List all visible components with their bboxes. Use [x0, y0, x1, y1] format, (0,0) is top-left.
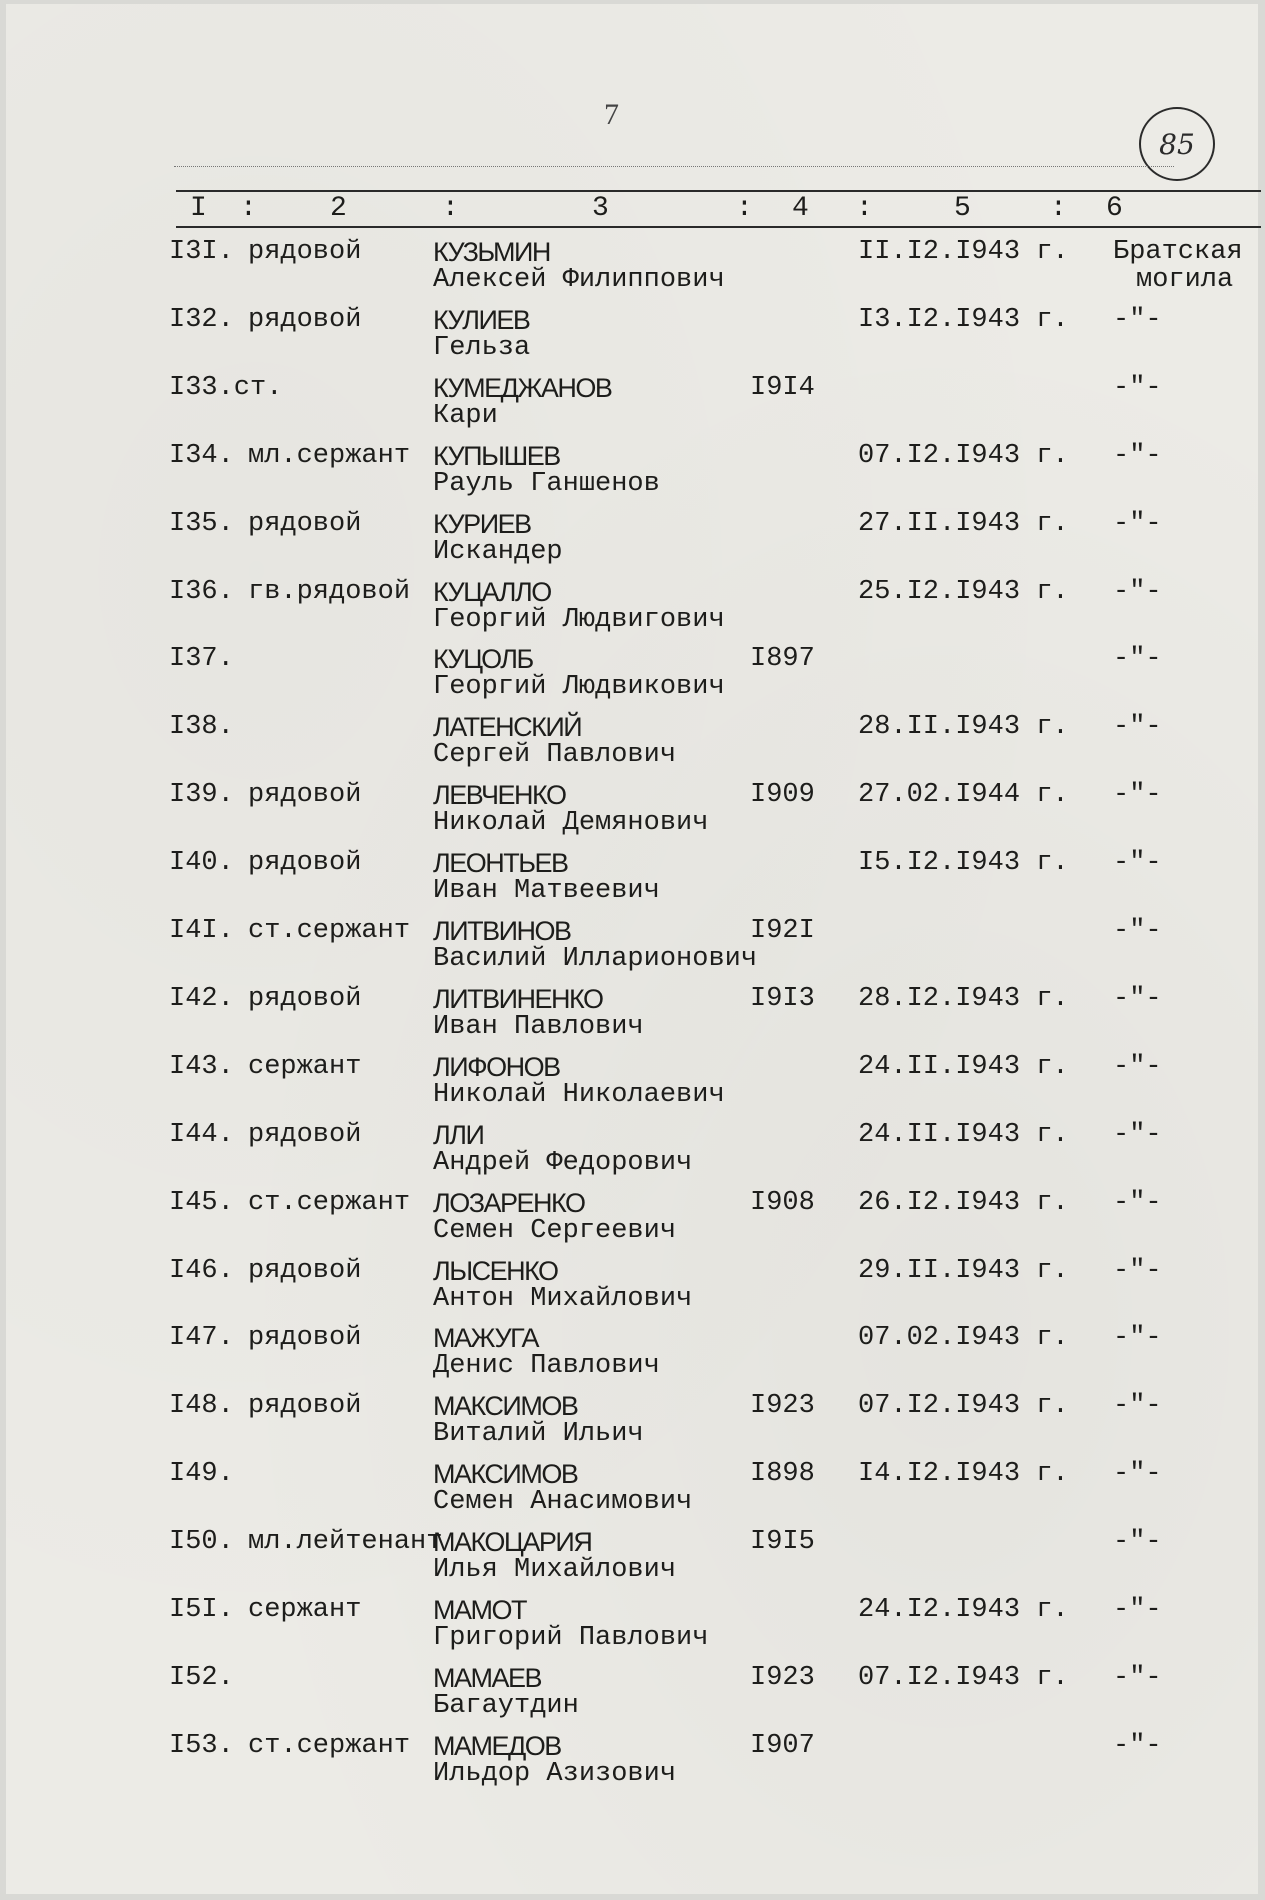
death-date: 24.I2.I943 г. [858, 1595, 1069, 1625]
military-rank: рядовой [248, 508, 362, 539]
record-number: I32. [169, 304, 234, 335]
record-number: I5I. [169, 1595, 234, 1625]
burial-place: -"- [1113, 304, 1162, 335]
military-rank: рядовой [248, 1323, 362, 1354]
surname: ЛИТВИНЕНКО [433, 983, 603, 1014]
death-date: II.I2.I943 г. [858, 237, 1069, 267]
given-name: Алексей Филиппович [433, 265, 725, 295]
death-date: I5.I2.I943 г. [858, 848, 1069, 879]
record-number: I48. [169, 1391, 234, 1422]
military-rank: ст.сержант [248, 1187, 411, 1218]
header-col-4: 4 [792, 193, 809, 224]
archive-number: 85 [1159, 127, 1195, 161]
burial-place: -"- [1113, 1051, 1162, 1082]
burial-place: Братская [1113, 237, 1243, 267]
surname: МАМОТ [433, 1595, 526, 1625]
death-date: 07.02.I943 г. [858, 1323, 1069, 1354]
burial-place: -"- [1113, 1187, 1162, 1218]
military-rank: рядовой [248, 304, 362, 335]
burial-place: -"- [1113, 1662, 1162, 1693]
burial-place: -"- [1113, 712, 1162, 743]
surname: МАЖУГА [433, 1323, 538, 1354]
given-name: Василий Илларионович [433, 944, 758, 974]
given-name: Георгий Людвикович [433, 672, 725, 703]
given-name: Кари [433, 400, 498, 431]
birth-year: I908 [750, 1187, 815, 1218]
surname: МАКСИМОВ [433, 1391, 578, 1422]
birth-year: I923 [750, 1391, 815, 1422]
burial-place: -"- [1113, 983, 1162, 1014]
record-number: I40. [169, 848, 234, 879]
surname: ЛЕОНТЬЕВ [433, 848, 568, 879]
surname: МАКОЦАРИЯ [433, 1527, 592, 1558]
given-name: Рауль Ганшенов [433, 468, 660, 499]
death-date: 27.II.I943 г. [858, 508, 1069, 539]
burial-place: -"- [1113, 1391, 1162, 1422]
record-number: I3I. [169, 237, 234, 267]
military-rank: мл.лейтенант [248, 1527, 443, 1558]
record-number: I50. [169, 1527, 234, 1558]
given-name: Семен Сергеевич [433, 1215, 677, 1246]
record-number: I43. [169, 1051, 234, 1082]
burial-place: -"- [1113, 1595, 1162, 1625]
surname: ЛОЗАРЕНКО [433, 1187, 585, 1218]
birth-year: I909 [750, 780, 815, 811]
record-number: I47. [169, 1323, 234, 1354]
record-number: I42. [169, 983, 234, 1014]
header-col-1: I [190, 193, 207, 224]
given-name: Семен Анасимович [433, 1487, 693, 1518]
burial-place: -"- [1113, 916, 1162, 946]
record-number: I52. [169, 1662, 234, 1693]
dotted-rule [174, 166, 1174, 167]
surname: ЛИТВИНОВ [433, 916, 571, 946]
given-name: Багаутдин [433, 1690, 579, 1721]
header-sep: : [736, 193, 753, 224]
given-name: Виталий Ильич [433, 1419, 644, 1450]
birth-year: I92I [750, 916, 815, 946]
death-date: 24.II.I943 г. [858, 1051, 1069, 1082]
record-number: I45. [169, 1187, 234, 1218]
death-date: 25.I2.I943 г. [858, 576, 1069, 607]
birth-year: I897 [750, 644, 815, 675]
birth-year: I9I4 [750, 372, 815, 403]
given-name: Андрей Федорович [433, 1147, 693, 1178]
table-header [176, 190, 1261, 228]
record-number: I39. [169, 780, 234, 811]
archive-number-stamp [1139, 107, 1215, 181]
surname: ЛАТЕНСКИЙ [433, 712, 582, 743]
surname: КУЛИЕВ [433, 304, 530, 335]
document-page [6, 4, 1258, 1894]
birth-year: I9I5 [750, 1527, 815, 1558]
birth-year: I907 [750, 1730, 815, 1761]
header-sep: : [856, 193, 873, 224]
surname: ЛЛИ [433, 1119, 484, 1150]
burial-place: -"- [1113, 1323, 1162, 1354]
burial-place: -"- [1113, 576, 1162, 607]
header-sep: : [442, 193, 459, 224]
burial-place: -"- [1113, 1527, 1162, 1558]
header-col-2: 2 [330, 193, 347, 224]
header-col-5: 5 [954, 193, 971, 224]
given-name: Искандер [433, 536, 563, 567]
death-date: 07.I2.I943 г. [858, 440, 1069, 471]
death-date: 29.II.I943 г. [858, 1255, 1069, 1286]
given-name: Иван Павлович [433, 1011, 644, 1042]
death-date: 28.I2.I943 г. [858, 983, 1069, 1014]
record-number: I49. [169, 1459, 234, 1490]
burial-place: -"- [1113, 508, 1162, 539]
military-rank: рядовой [248, 780, 362, 811]
record-number: I37. [169, 644, 234, 675]
burial-place: -"- [1113, 1730, 1162, 1761]
page-number: 7 [604, 98, 619, 131]
burial-place: -"- [1113, 780, 1162, 811]
record-number: I36. [169, 576, 234, 607]
given-name: Ильдор Азизович [433, 1758, 677, 1789]
given-name: Антон Михайлович [433, 1283, 693, 1314]
surname: МАМАЕВ [433, 1662, 542, 1693]
surname: МАКСИМОВ [433, 1459, 578, 1490]
given-name: Григорий Павлович [433, 1623, 709, 1653]
given-name: Николай Николаевич [433, 1079, 725, 1110]
birth-year: I9I3 [750, 983, 815, 1014]
record-number: I34. [169, 440, 234, 471]
military-rank: рядовой [248, 1391, 362, 1422]
military-rank: ст.сержант [248, 916, 411, 946]
surname: ЛЫСЕНКО [433, 1255, 558, 1286]
given-name: Илья Михайлович [433, 1555, 677, 1586]
burial-place-line-2: могила [1136, 265, 1234, 295]
surname: КУРИЕВ [433, 508, 531, 539]
surname: КУЦОЛБ [433, 644, 533, 675]
military-rank: сержант [248, 1051, 362, 1082]
surname: МАМЕДОВ [433, 1730, 561, 1761]
given-name: Денис Павлович [433, 1351, 660, 1382]
burial-place: -"- [1113, 372, 1162, 403]
given-name: Иван Матвеевич [433, 876, 660, 907]
record-number: I35. [169, 508, 234, 539]
burial-place: -"- [1113, 848, 1162, 879]
death-date: 28.II.I943 г. [858, 712, 1069, 743]
header-col-3: 3 [592, 193, 609, 224]
military-rank: рядовой [248, 983, 362, 1014]
surname: ЛЕВЧЕНКО [433, 780, 566, 811]
burial-place: -"- [1113, 1255, 1162, 1286]
given-name: Николай Демянович [433, 808, 709, 839]
burial-place: -"- [1113, 440, 1162, 471]
military-rank: рядовой [248, 848, 362, 879]
death-date: I4.I2.I943 г. [858, 1459, 1069, 1490]
record-number: I44. [169, 1119, 234, 1150]
header-sep: : [1050, 193, 1067, 224]
surname: ЛИФОНОВ [433, 1051, 560, 1082]
record-number: I53. [169, 1730, 234, 1761]
military-rank: гв.рядовой [248, 576, 411, 607]
header-col-6: 6 [1106, 193, 1123, 224]
military-rank: сержант [248, 1595, 362, 1625]
military-rank: рядовой [248, 1255, 362, 1286]
burial-place: -"- [1113, 1459, 1162, 1490]
given-name: Георгий Людвигович [433, 604, 725, 635]
military-rank: рядовой [248, 1119, 362, 1150]
given-name: Гельза [433, 332, 531, 363]
surname: КУПЫШЕВ [433, 440, 560, 471]
birth-year: I923 [750, 1662, 815, 1693]
surname: КУЗЬМИН [433, 237, 550, 267]
record-number: I4I. [169, 916, 234, 946]
record-number: I38. [169, 712, 234, 743]
surname: КУМЕДЖАНОВ [433, 372, 612, 403]
military-rank: ст.сержант [248, 1730, 411, 1761]
birth-year: I898 [750, 1459, 815, 1490]
record-number: I33.ст. [169, 372, 283, 403]
surname: КУЦАЛЛО [433, 576, 551, 607]
military-rank: рядовой [248, 237, 362, 267]
military-rank: мл.сержант [248, 440, 411, 471]
death-date: I3.I2.I943 г. [858, 304, 1069, 335]
death-date: 27.02.I944 г. [858, 780, 1069, 811]
burial-place: -"- [1113, 1119, 1162, 1150]
given-name: Сергей Павлович [433, 740, 677, 771]
record-number: I46. [169, 1255, 234, 1286]
death-date: 07.I2.I943 г. [858, 1662, 1069, 1693]
death-date: 07.I2.I943 г. [858, 1391, 1069, 1422]
death-date: 24.II.I943 г. [858, 1119, 1069, 1150]
burial-place: -"- [1113, 644, 1162, 675]
header-sep: : [240, 193, 257, 224]
death-date: 26.I2.I943 г. [858, 1187, 1069, 1218]
